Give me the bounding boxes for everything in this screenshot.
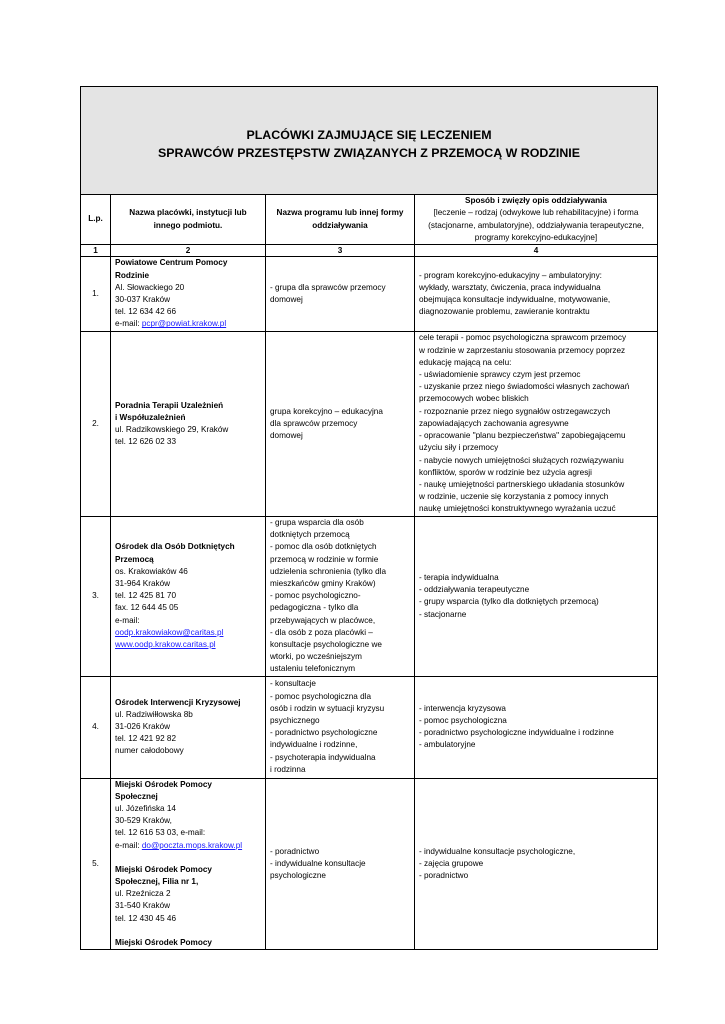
program-line: indywidualne i rodzinne, <box>270 740 358 750</box>
description-cell <box>415 778 658 949</box>
program-line: psychologiczne <box>270 870 326 880</box>
program-line: wtorki, po wcześniejszym <box>270 652 362 662</box>
program-line: - poradnictwo <box>270 846 320 856</box>
program-line: osób i rodzin w sytuacji kryzysu <box>270 703 385 713</box>
description-line: konfliktów, sporów w rodzinie bez użycia agresji <box>419 467 592 477</box>
description-line: - naukę umiejętności partnerskiego układania stosunków <box>419 479 625 489</box>
facility-address: os. Krakowiaków 46 <box>115 566 188 576</box>
title-line-2: SPRAWCÓW PRZESTĘPSTW ZWIĄZANYCH Z PRZEMOCĄ W RODZINIE <box>158 145 580 160</box>
description-line: - program korekcyjno-edukacyjny – ambulatoryjny: <box>419 270 602 280</box>
email-label: e-mail: <box>115 840 142 850</box>
title-row <box>81 87 658 195</box>
facility-address: 31-540 Kraków <box>115 901 171 911</box>
description-line: - oddziaływania terapeutyczne <box>419 585 530 595</box>
title-line-1: PLACÓWKI ZAJMUJĄCE SIĘ LECZENIEM <box>246 127 492 142</box>
description-line: - terapia indywidualna <box>419 572 499 582</box>
facility-email-line <box>115 318 261 330</box>
description-line: - poradnictwo psychologiczne indywidualne i rodzinne <box>419 728 614 738</box>
description-line: - rozpoznanie przez niego sygnałów ostrzegawczych <box>419 406 611 416</box>
description-cell <box>415 517 658 677</box>
row-number: 3. <box>81 517 111 677</box>
facility-phone: tel. 12 430 45 46 <box>115 913 177 923</box>
header-name: Nazwa placówki, instytucji lub innego podmiotu. <box>111 195 266 245</box>
header-row <box>81 195 658 245</box>
description-line: użyciu siły i przemocy <box>419 443 499 453</box>
col-number-1: 1 <box>81 245 111 257</box>
facility-name: Ośrodek Interwencji Kryzysowej <box>115 697 241 707</box>
facility-name: Miejski Ośrodek Pomocy <box>115 864 212 874</box>
header-description <box>415 195 658 245</box>
description-line: cele terapii - pomoc psychologiczna sprawcom przemocy <box>419 333 627 343</box>
facility-phone: tel. 12 634 42 66 <box>115 307 177 317</box>
facility-info <box>111 778 266 949</box>
program-line: - pomoc dla osób dotkniętych <box>270 542 377 552</box>
document-title <box>81 87 658 195</box>
facility-info <box>111 332 266 517</box>
program-line: grupa korekcyjno – edukacyjna <box>270 406 383 416</box>
description-line: - uzyskanie przez niego świadomości własnych zachowań <box>419 382 630 392</box>
description-line: - uświadomienie sprawcy czym jest przemoc <box>419 370 581 380</box>
header-description-title: Sposób i zwięzły opis oddziaływania <box>465 196 607 206</box>
website-link[interactable]: www.oodp.krakow.caritas.pl <box>115 640 216 650</box>
facility-address: ul. Radzikowskiego 29, Kraków <box>115 425 229 434</box>
email-link[interactable]: pcpr@powiat.krakow.pl <box>141 319 227 329</box>
facility-info <box>111 257 266 332</box>
facility-address: 30-037 Kraków <box>115 295 171 304</box>
description-line: - nabycie nowych umiejętności służących rozwiązywaniu <box>419 455 624 465</box>
program-line: przebywających w placówce, <box>270 615 376 625</box>
spacer <box>115 925 261 937</box>
program-line: - psychoterapia indywidualna <box>270 752 376 762</box>
facility-phone: tel. 12 616 53 03, e-mail: <box>115 828 206 838</box>
description-line: wykłady, warsztaty, ćwiczenia, praca indywidualna <box>419 282 601 292</box>
description-line: - ambulatoryjne <box>419 740 476 750</box>
email-link[interactable]: do@poczta.mops.krakow.pl <box>141 840 243 850</box>
description-line: diagnozowanie problemu, zawieranie kontraktu <box>419 307 590 317</box>
program-line: - konsultacje <box>270 679 316 689</box>
program-cell <box>266 778 415 949</box>
facility-name: Miejski Ośrodek Pomocy <box>115 779 212 789</box>
facilities-table <box>80 86 658 950</box>
header-description-sub: [leczenie – rodzaj (odwykowe lub rehabilitacyjne) i forma (stacjonarne, ambulatoryjne), oddziaływania terapeutyczne, programy korekcyjno-edukacyjne] <box>428 208 644 242</box>
email-link[interactable]: oodp.krakowiakow@caritas.pl <box>115 627 224 637</box>
description-line: edukację mającą na celu: <box>419 357 512 367</box>
description-line: w rodzinie, uczenie się korzystania z pomocy innych <box>419 492 609 502</box>
description-line: zapowiadających zachowania agresywne <box>419 418 569 428</box>
description-line: naukę umiejętności konstruktywnego wyrażania uczuć <box>419 504 616 514</box>
facility-name: Społecznej, Filia nr 1, <box>115 877 199 887</box>
program-line: udzielenia schronienia (tylko dla <box>270 566 387 576</box>
description-line: w rodzinie w zaprzestaniu stosowania przemocy poprzez <box>419 345 626 355</box>
row-number: 5. <box>81 778 111 949</box>
description-cell <box>415 332 658 517</box>
program-line: dotkniętych przemocą <box>270 530 350 540</box>
program-line: - dla osób z poza placówki – <box>270 627 373 637</box>
table-row <box>81 676 658 778</box>
program-cell <box>266 517 415 677</box>
program-line: i rodzinna <box>270 764 306 774</box>
facility-phone: tel. 12 421 92 82 <box>115 734 177 744</box>
program-line: dla sprawców przemocy <box>270 418 358 428</box>
table-row <box>81 517 658 677</box>
facility-info <box>111 517 266 677</box>
facility-name: Poradnia Terapii Uzależnień <box>115 400 224 410</box>
program-cell <box>266 676 415 778</box>
facility-phone: tel. 12 626 02 33 <box>115 437 177 447</box>
program-line: - pomoc psychologiczno- <box>270 591 361 601</box>
program-line: - poradnictwo psychologiczne <box>270 728 378 738</box>
facility-address: Al. Słowackiego 20 <box>115 282 185 292</box>
facility-phone: tel. 12 425 81 70 <box>115 591 177 601</box>
facility-name: Powiatowe Centrum Pomocy <box>115 258 228 268</box>
row-number: 2. <box>81 332 111 517</box>
facility-name: Miejski Ośrodek Pomocy <box>115 937 212 947</box>
description-cell <box>415 257 658 332</box>
col-number-4: 4 <box>415 245 658 257</box>
table-row <box>81 257 658 332</box>
description-cell <box>415 676 658 778</box>
facility-info <box>111 676 266 778</box>
facility-name: Przemocą <box>115 554 154 564</box>
row-number: 4. <box>81 676 111 778</box>
program-line: ustaleniu telefonicznym <box>270 664 356 674</box>
spacer <box>115 852 261 864</box>
program-line: psychicznego <box>270 715 320 725</box>
program-line: przemocą w rodzinie w formie <box>270 554 379 564</box>
description-line: - stacjonarne <box>419 609 467 619</box>
email-label: e-mail: <box>115 319 142 329</box>
facility-address: ul. Józefińska 14 <box>115 804 176 814</box>
facility-email-line <box>115 840 261 852</box>
facility-address: ul. Radziwiłłowska 8b <box>115 709 193 719</box>
document-page <box>80 86 657 950</box>
program-cell <box>266 332 415 517</box>
description-line: przemocowych wobec bliskich <box>419 394 529 404</box>
program-line: konsultacje psychologiczne we <box>270 640 382 650</box>
table-row <box>81 332 658 517</box>
description-line: obejmująca konsultacje indywidualne, motywowanie, <box>419 295 611 304</box>
program-line: domowej <box>270 295 303 304</box>
description-line: - zajęcia grupowe <box>419 858 484 868</box>
column-number-row <box>81 245 658 257</box>
table-row <box>81 778 658 949</box>
program-line: mieszkańców gminy Kraków) <box>270 579 376 589</box>
program-line: domowej <box>270 431 303 441</box>
header-program: Nazwa programu lub innej formy oddziaływania <box>266 195 415 245</box>
program-cell <box>266 257 415 332</box>
description-line: - interwencja kryzysowa <box>419 703 506 713</box>
facility-name: i Współuzależnień <box>115 412 186 422</box>
description-line: - grupy wsparcia (tylko dla dotkniętych przemocą) <box>419 597 599 607</box>
header-lp: L.p. <box>81 195 111 245</box>
program-line: pedagogiczna - tylko dla <box>270 603 359 613</box>
program-line: - indywidualne konsultacje <box>270 858 366 868</box>
program-line: - grupa wsparcia dla osób <box>270 518 364 527</box>
facility-address: 31-964 Kraków <box>115 579 171 589</box>
program-line: - pomoc psychologiczna dla <box>270 691 372 701</box>
description-line: - opracowanie "planu bezpieczeństwa" zapobiegającemu <box>419 431 626 441</box>
row-number: 1. <box>81 257 111 332</box>
email-label: e-mail: <box>115 615 140 625</box>
facility-fax: fax. 12 644 45 05 <box>115 603 179 613</box>
facility-name: Społecznej <box>115 791 158 801</box>
facility-name: Rodzinie <box>115 270 150 280</box>
description-line: - pomoc psychologiczna <box>419 715 507 725</box>
facility-address: 30-529 Kraków, <box>115 816 172 826</box>
description-line: - poradnictwo <box>419 870 469 880</box>
facility-note: numer całodobowy <box>115 746 184 756</box>
description-line: - indywidualne konsultacje psychologiczne, <box>419 846 576 856</box>
col-number-3: 3 <box>266 245 415 257</box>
program-line: - grupa dla sprawców przemocy <box>270 282 386 292</box>
facility-address: 31-026 Kraków <box>115 722 171 732</box>
col-number-2: 2 <box>111 245 266 257</box>
facility-name: Ośrodek dla Osób Dotkniętych <box>115 542 235 552</box>
facility-address: ul. Rzeźnicza 2 <box>115 889 171 899</box>
